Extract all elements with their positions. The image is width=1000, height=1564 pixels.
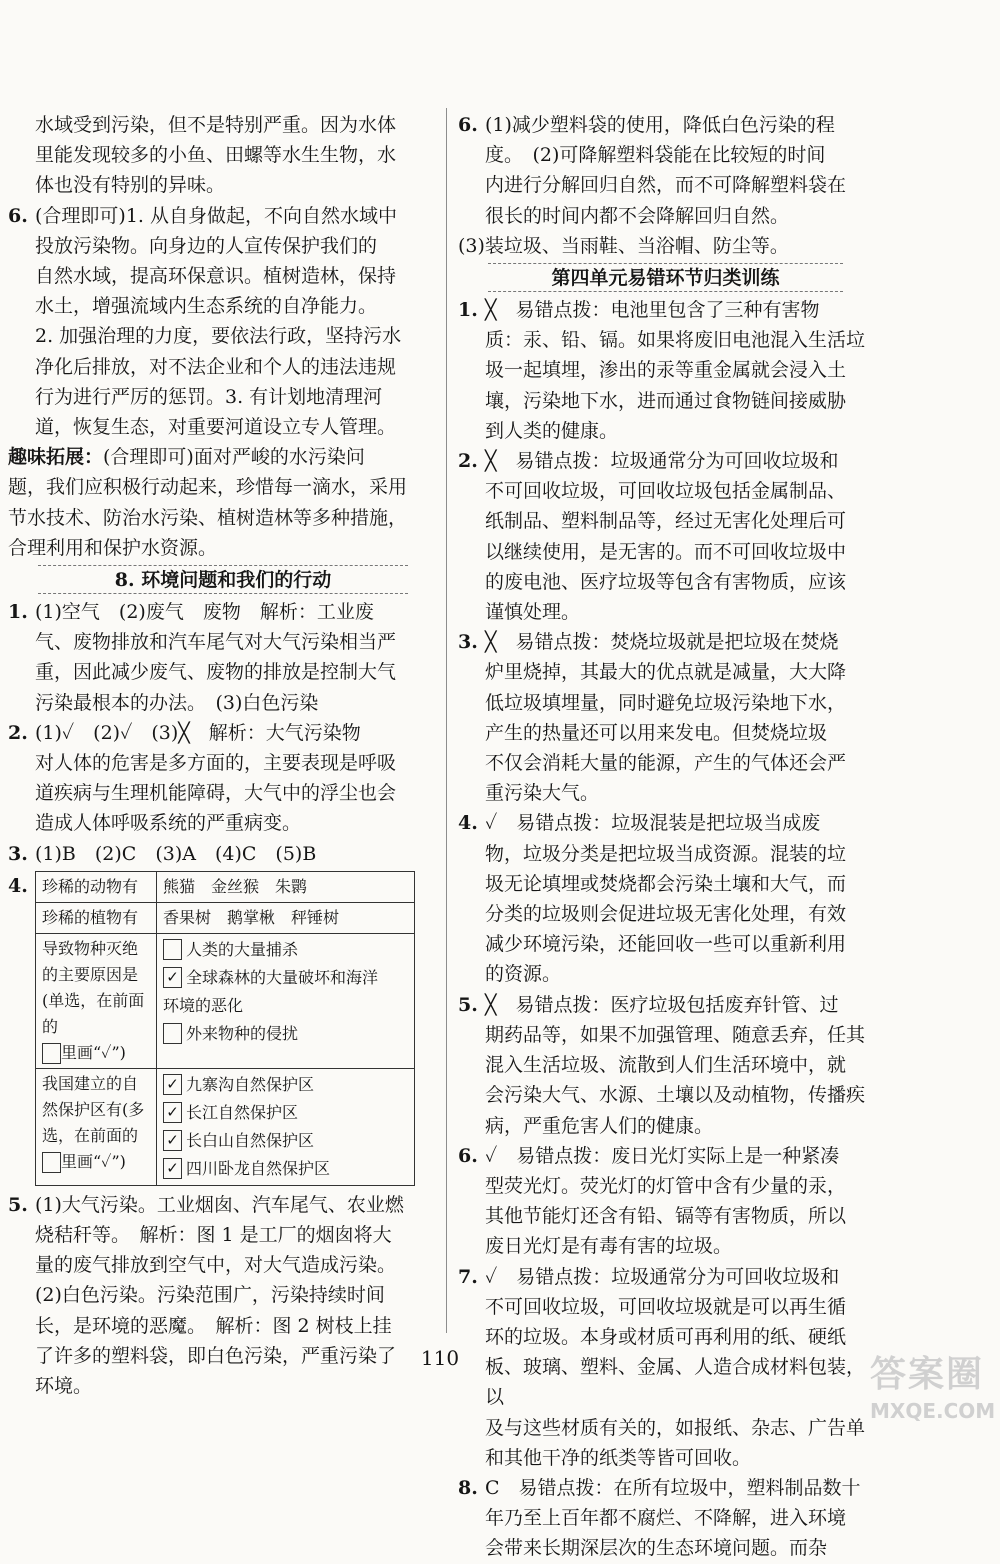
text-line: 重，因此减少废气、废物的排放是控制大气 bbox=[35, 661, 397, 684]
option-text: 外来物种的侵扰 bbox=[186, 1023, 299, 1043]
text-line: 谨慎处理。 bbox=[485, 601, 581, 624]
text-line: 板、玻璃、塑料、金属、人造合成材料包装，以 bbox=[485, 1356, 866, 1409]
checkbox: ✓ bbox=[163, 1130, 182, 1151]
text-line: 合理利用和保护水资源。 bbox=[8, 536, 218, 559]
text-line: (2)白色污染。污染范围广，污染持续时间 bbox=[35, 1284, 385, 1307]
text-line: 会污染大气、水源、土壤以及动植物，传播疾 bbox=[485, 1084, 866, 1107]
table-head: 珍稀的动物有 bbox=[36, 871, 157, 902]
text-line: ✓ 易错点拨：垃圾混装是把垃圾当成废 bbox=[485, 812, 821, 835]
text-line: 会带来长期深层次的生态环境问题。而杂 bbox=[485, 1537, 828, 1560]
option bbox=[163, 1071, 408, 1099]
question-number: 6. bbox=[458, 1144, 478, 1167]
text-line: (1)减少塑料袋的使用，降低白色污染的程 bbox=[485, 114, 835, 136]
text-line: 道疾病与生理机能障碍，大气中的浮尘也会 bbox=[35, 782, 397, 805]
text-line: 选，在前面的 bbox=[42, 1125, 139, 1145]
left-column bbox=[8, 110, 438, 1401]
option bbox=[163, 964, 408, 992]
option-text: 九寨沟自然保护区 bbox=[186, 1074, 315, 1094]
table-cell: 熊猫 金丝猴 朱鹮 bbox=[157, 871, 415, 902]
question-number: 2. bbox=[458, 450, 478, 473]
question-number: 1. bbox=[458, 299, 478, 322]
checkbox bbox=[163, 1023, 182, 1044]
fun-expansion-label: 趣味拓展： bbox=[8, 446, 104, 469]
text-line: (1)B (2)C (3)A (4)C (5)B bbox=[35, 842, 317, 865]
question-number: 3. bbox=[8, 842, 28, 865]
option-text: 长江自然保护区 bbox=[186, 1102, 299, 1122]
text-line: 水土，增强流域内生态系统的自净能力。 bbox=[35, 295, 378, 318]
answer-6 bbox=[8, 201, 438, 443]
text-line: 自然水域，提高环保意识。植树造林，保持 bbox=[35, 265, 397, 288]
text-line: 环的垃圾。本身或材质可再利用的纸、硬纸 bbox=[485, 1325, 847, 1348]
text-line: 不可回收垃圾，可回收垃圾包括金属制品、 bbox=[485, 480, 847, 503]
checkbox: ✓ bbox=[163, 1102, 182, 1123]
text-line: 里画“✓”) bbox=[61, 1042, 126, 1062]
text-line: ╳ 易错点拨：焚烧垃圾就是把垃圾在焚烧 bbox=[485, 631, 839, 654]
text-line: 环境。 bbox=[35, 1375, 93, 1398]
text-line: 物，垃圾分类是把垃圾当成资源。混装的垃 bbox=[485, 842, 847, 865]
text-line: 低垃圾填埋量，同时避免垃圾污染地下水， bbox=[485, 691, 847, 714]
text-line: 年乃至上百年都不腐烂、不降解，进入环境 bbox=[485, 1507, 847, 1530]
text-line: 以继续使用，是无害的。而不可回收垃圾中 bbox=[485, 540, 847, 563]
text-line: 水域受到污染，但不是特别严重。因为水体 bbox=[35, 114, 397, 136]
option bbox=[163, 936, 408, 964]
text-line: 的主要原因是 bbox=[42, 964, 139, 984]
text-line: 投放污染物。向身边的人宣传保护我们的 bbox=[35, 234, 378, 257]
text-line: (合理即可)面对严峻的水污染问 bbox=[103, 446, 365, 469]
question-number: 4. bbox=[8, 874, 28, 897]
text-line: 和其他干净的纸类等皆可回收。 bbox=[485, 1446, 752, 1469]
text-line: 及与这些材质有关的，如报纸、杂志、广告单 bbox=[485, 1416, 866, 1439]
text-line: 对人体的危害是多方面的，主要表现是呼吸 bbox=[35, 752, 397, 775]
text-line: 体也没有特别的异味。 bbox=[35, 174, 226, 197]
question-number: 6. bbox=[458, 114, 478, 136]
section-title: 第四单元易错环节归类训练 bbox=[458, 263, 873, 293]
question-number: 1. bbox=[8, 601, 28, 624]
text-line: 烧秸秆等。 解析：图 1 是工厂的烟囱将大 bbox=[35, 1224, 392, 1247]
checkbox: ✓ bbox=[163, 1158, 182, 1179]
text-line: 节水技术、防治水污染、植树造林等多种措施， bbox=[8, 506, 408, 529]
fun-expansion bbox=[8, 442, 438, 563]
question-number: 5. bbox=[458, 993, 478, 1016]
text-line: (3)装垃圾、当雨鞋、当浴帽、防尘等。 bbox=[458, 234, 789, 257]
checkbox: ✓ bbox=[163, 967, 182, 988]
text-line: 导致物种灭绝 bbox=[42, 938, 139, 958]
column-divider bbox=[446, 108, 447, 1333]
text-line: C 易错点拨：在所有垃圾中，塑料制品数十 bbox=[485, 1476, 861, 1499]
text-line: 废日光灯是有毒有害的垃圾。 bbox=[485, 1235, 733, 1258]
text-line: 内进行分解回归自然，而不可降解塑料袋在 bbox=[485, 174, 847, 197]
text-line: (单选，在前面的 bbox=[42, 990, 145, 1036]
text-line: ✓ 易错点拨：垃圾通常分为可回收垃圾和 bbox=[485, 1265, 840, 1288]
text-line: 长，是环境的恶魔。 解析：图 2 树枝上挂 bbox=[35, 1314, 392, 1337]
section-title: 8. 环境问题和我们的行动 bbox=[8, 565, 438, 595]
text-line: 纸制品、塑料制品等，经过无害化处理后可 bbox=[485, 510, 847, 533]
answer-table bbox=[35, 871, 415, 1186]
text-line: 然保护区有(多 bbox=[42, 1099, 145, 1119]
text-line: 的资源。 bbox=[485, 963, 562, 986]
table-head: 珍稀的植物有 bbox=[36, 902, 157, 933]
text-line: 了许多的塑料袋，即白色污染，严重污染了 bbox=[35, 1344, 397, 1367]
text-line: 炉里烧掉，其最大的优点就是减量，大大降 bbox=[485, 661, 847, 684]
text-line: 里能发现较多的小鱼、田螺等水生生物，水 bbox=[35, 144, 397, 167]
text-line: 造成人体呼吸系统的严重病变。 bbox=[35, 812, 302, 835]
text-line: ╳ 易错点拨：医疗垃圾包括废弃针管、过 bbox=[485, 993, 839, 1016]
error-training-list bbox=[458, 295, 873, 1564]
checkbox: ✓ bbox=[163, 1074, 182, 1095]
text-line: ╳ 易错点拨：电池里包含了三种有害物 bbox=[485, 299, 820, 322]
text-line: (1)✓ (2)✓ (3)╳ 解析：大气污染物 bbox=[35, 721, 361, 744]
watermark-text: 答案圈 bbox=[870, 1354, 985, 1395]
answer-2 bbox=[8, 718, 438, 839]
question-number: 4. bbox=[458, 812, 478, 835]
text-line: 很长的时间内都不会降解回归自然。 bbox=[485, 204, 790, 227]
text-line: (1)大气污染。工业烟囱、汽车尾气、农业燃 bbox=[35, 1193, 404, 1216]
option bbox=[163, 1099, 408, 1127]
checkbox bbox=[163, 939, 182, 960]
intro-answer bbox=[8, 110, 438, 201]
empty-checkbox bbox=[42, 1043, 61, 1064]
option-text: 长白山自然保护区 bbox=[186, 1130, 315, 1150]
text-line: 病，严重危害人们的健康。 bbox=[485, 1114, 714, 1137]
watermark-url: MXQE.COM bbox=[870, 1399, 996, 1423]
text-line: 其他节能灯还含有铅、镉等有害物质，所以 bbox=[485, 1205, 847, 1228]
text-line: 质：汞、铅、镉。如果将废旧电池混入生活垃 bbox=[485, 329, 866, 352]
option-text: 人类的大量捕杀 bbox=[186, 939, 299, 959]
table-cell: 香果树 鹅掌楸 秤锤树 bbox=[157, 902, 415, 933]
question-number: 8. bbox=[458, 1476, 478, 1499]
list-item bbox=[458, 1141, 873, 1262]
text-line: (1)空气 (2)废气 废物 解析：工业废 bbox=[35, 601, 374, 624]
text-line: 道，恢复生态，对重要河道设立专人管理。 bbox=[35, 416, 397, 439]
text-line: 净化后排放，对不法企业和个人的违法违规 bbox=[35, 355, 397, 378]
question-number: 3. bbox=[458, 631, 478, 654]
option-continuation: 环境的恶化 bbox=[163, 995, 244, 1015]
text-line: 圾一起填埋，渗出的汞等重金属就会浸入土 bbox=[485, 359, 847, 382]
watermark-logo bbox=[870, 1352, 995, 1438]
option bbox=[163, 1155, 408, 1183]
text-line: 量的废气排放到空气中，对大气造成污染。 bbox=[35, 1254, 397, 1277]
text-line: (合理即可)1. 从自身做起，不向自然水域中 bbox=[35, 204, 397, 227]
option-text: 全球森林的大量破坏和海洋 bbox=[186, 967, 379, 987]
question-number: 5. bbox=[8, 1193, 28, 1216]
text-line: ✓ 易错点拨：废日光灯实际上是一种紧凑 bbox=[485, 1144, 840, 1167]
text-line: 圾无论填埋或焚烧都会污染土壤和大气，而 bbox=[485, 872, 847, 895]
option bbox=[163, 1020, 408, 1048]
answer-1 bbox=[8, 597, 438, 718]
list-item bbox=[458, 990, 873, 1141]
text-line: 分类的垃圾则会促进垃圾无害化处理，有效 bbox=[485, 903, 847, 926]
list-item bbox=[458, 446, 873, 627]
list-item bbox=[458, 295, 873, 446]
list-item bbox=[458, 1473, 873, 1564]
text-line: 的废电池、医疗垃圾等包含有害物质，应该 bbox=[485, 570, 847, 593]
table-head bbox=[36, 1068, 157, 1185]
text-line: 壤，污染地下水，进而通过食物链间接威胁 bbox=[485, 389, 847, 412]
text-line: 混入生活垃圾、流散到人们生活环境中，就 bbox=[485, 1054, 847, 1077]
text-line: 2. 加强治理的力度，要依法行政，坚持污水 bbox=[35, 325, 402, 348]
text-line: 气、废物排放和汽车尾气对大气污染相当严 bbox=[35, 631, 397, 654]
question-number: 6. bbox=[8, 204, 28, 227]
answer-3 bbox=[8, 839, 438, 869]
text-line: 度。 (2)可降解塑料袋能在比较短的时间 bbox=[485, 144, 826, 167]
text-line: 里画“✓”) bbox=[61, 1151, 126, 1171]
table-cell bbox=[157, 933, 415, 1068]
question-number: 2. bbox=[8, 721, 28, 744]
text-line: 我国建立的自 bbox=[42, 1073, 139, 1093]
text-line: 行为进行严厉的惩罚。3. 有计划地清理河 bbox=[35, 385, 383, 408]
text-line: 污染最根本的办法。 (3)白色污染 bbox=[35, 691, 319, 714]
answer-6-right bbox=[458, 110, 873, 231]
page-number: 110 bbox=[420, 1346, 460, 1370]
text-line: 题，我们应积极行动起来，珍惜每一滴水，采用 bbox=[8, 476, 408, 499]
text-line: ╳ 易错点拨：垃圾通常分为可回收垃圾和 bbox=[485, 450, 839, 473]
table-head bbox=[36, 933, 157, 1068]
text-line: 到人类的健康。 bbox=[485, 419, 619, 442]
text-line: 期药品等，如果不加强管理、随意丢弃，任其 bbox=[485, 1023, 866, 1046]
text-line: 减少环境污染，还能回收一些可以重新利用 bbox=[485, 933, 847, 956]
option-text: 四川卧龙自然保护区 bbox=[186, 1158, 331, 1178]
option bbox=[163, 1127, 408, 1155]
question-number: 7. bbox=[458, 1265, 478, 1288]
text-line: 不可回收垃圾，可回收垃圾就是可以再生循 bbox=[485, 1295, 847, 1318]
text-line: 重污染大气。 bbox=[485, 782, 600, 805]
list-item bbox=[458, 627, 873, 808]
answer-4 bbox=[8, 871, 438, 1186]
text-line: 不仅会消耗大量的能源，产生的气体还会严 bbox=[485, 752, 847, 775]
empty-checkbox bbox=[42, 1152, 61, 1173]
table-cell bbox=[157, 1068, 415, 1185]
list-item bbox=[458, 808, 873, 989]
text-line: 型荧光灯。荧光灯的灯管中含有少量的汞， bbox=[485, 1174, 847, 1197]
text-line: 产生的热量还可以用来发电。但焚烧垃圾 bbox=[485, 721, 828, 744]
